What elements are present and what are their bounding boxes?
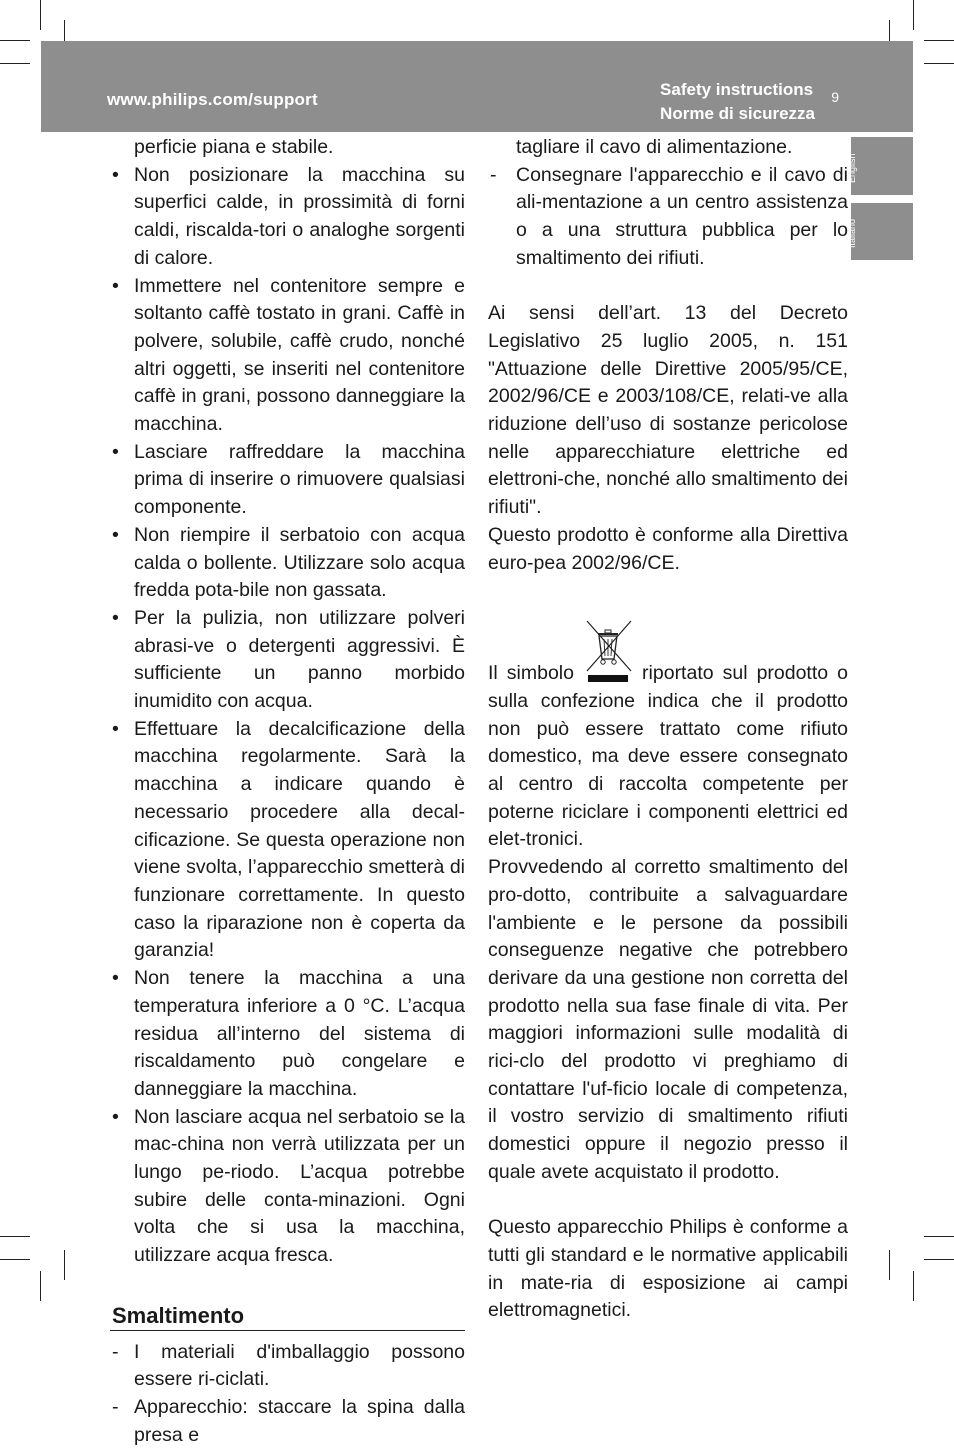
list-item (110, 716, 465, 965)
crop-mark (924, 1259, 954, 1260)
list-item-text: Immettere nel contenitore sempre e soltanto caffè tostato in grani. Caffè in polvere, solubile, caffè crudo, nonché altri oggetti, se inseriti nel contenitore caffè in grani, possono danneggiare la macchina. (134, 274, 465, 436)
dash-marker: - (490, 163, 497, 186)
legal-paragraph: Ai sensi dell’art. 13 del Decreto Legislativo 25 luglio 2005, n. 151 "Attuazione delle Direttive 2005/95/CE, 2002/96/CE e 2003/108/CE, relati-ve alla riduzione dell’uso di sostanze pericolose nelle apparecchiature elettriche ed elettroni-che, nonché allo smaltimento dei rifiuti". (488, 302, 848, 519)
emf-paragraph: Questo apparecchio Philips è conforme a tutti gli standard e le normative applicabili in mate-ria di esposizione ai campi elettromagnetici. (488, 1216, 848, 1322)
bullet-marker: • (112, 967, 119, 990)
crop-mark (889, 1250, 890, 1280)
weee-text-after: riportato sul prodotto o sulla confezione indica che il prodotto non può essere trattato come rifiuto domestico, ma deve essere consegnato al centro di raccolta competente per poterne riciclare i componenti elettrici ed elet-tronici. (488, 662, 848, 851)
crossed-out-wheelie-bin-icon (583, 659, 633, 679)
crop-mark (0, 1259, 30, 1260)
list-item-text: Apparecchio: staccare la spina dalla presa e (134, 1395, 465, 1446)
spacer (488, 1187, 848, 1215)
continuation-text: perficie piana e stabile. (134, 136, 334, 158)
list-item-text: Non posizionare la macchina su superfici calde, in prossimità di forni caldi, riscalda-tori o analoghe sorgenti di calore. (134, 163, 465, 269)
list-item (110, 1339, 465, 1394)
list-item (110, 273, 465, 439)
weee-paragraph (488, 659, 848, 854)
bullet-marker: • (112, 1105, 119, 1128)
list-item-text: Consegnare l'apparecchio e il cavo di ali-mentazione a un centro assistenza o a una struttura pubblica per lo smaltimento dei rifiuti. (516, 163, 848, 269)
bullet-marker: • (112, 440, 119, 463)
header-titles (660, 78, 815, 126)
crop-mark (64, 1250, 65, 1280)
spacer (488, 577, 848, 659)
list-item (110, 1104, 465, 1270)
continuation-text: tagliare il cavo di alimentazione. (516, 136, 793, 158)
spacer (110, 1270, 465, 1298)
list-item-text: Lasciare raffreddare la macchina prima di inserire o rimuovere qualsiasi componente. (134, 440, 465, 519)
lang-tab-english[interactable] (847, 137, 913, 195)
lang-tab-english-label: English (847, 153, 857, 183)
list-item-text: Non tenere la macchina a una temperatura inferiore a 0 °C. L’acqua residua all’interno del sistema di riscaldamento può congelare e danneggiare la macchina. (134, 967, 465, 1100)
page-header (41, 41, 913, 132)
list-item (110, 439, 465, 522)
crop-mark (913, 1271, 914, 1301)
page-number: 9 (831, 89, 839, 105)
bullet-marker: • (112, 606, 119, 629)
section-title-smaltimento: Smaltimento (110, 1302, 465, 1331)
list-item-text: Per la pulizia, non utilizzare polveri abrasi-ve o detergenti aggressivi. È sufficiente un panno morbido inumidito con acqua. (134, 606, 465, 713)
list-item-text: Effettuare la decalcificazione della macchina regolarmente. Sarà la macchina a indicare quando è necessario procedere alla decal-cificazione. Se questa operazione non viene svolta, l’apparecchio smetterà di funzionare correttamente. In questo caso la riparazione non è coperta da garanzia! (134, 717, 465, 962)
left-column (110, 134, 465, 1449)
dash-marker: - (112, 1395, 119, 1418)
support-url[interactable]: www.philips.com/support (107, 90, 318, 109)
bullet-marker: • (112, 523, 119, 546)
header-title-english: Safety instructions (660, 80, 814, 99)
list-item (110, 965, 465, 1104)
crop-mark (0, 63, 30, 64)
list-item (110, 1394, 465, 1449)
bullet-marker: • (112, 717, 119, 740)
list-item-text: Non riempire il serbatoio con acqua calda o bollente. Utilizzare solo acqua fredda pota-bile non gassata. (134, 523, 465, 602)
crop-mark (924, 40, 954, 41)
crop-mark (40, 1271, 41, 1301)
list-item (488, 162, 848, 273)
list-item-text: I materiali d'imballaggio possono essere ri-ciclati. (134, 1340, 465, 1391)
crop-mark (0, 40, 30, 41)
header-title-italian: Norme di sicurezza (660, 104, 815, 123)
crop-mark (924, 1236, 954, 1237)
bullet-marker: • (112, 274, 119, 297)
lang-tab-italiano-label: Italiano (847, 218, 857, 248)
list-item-text: Non lasciare acqua nel serbatoio se la mac-china non verrà utilizzata per un lungo pe-riodo. L’acqua potrebbe subire delle conta-minazioni. Ogni volta che si usa la macchina, utilizzare acqua fresca. (134, 1105, 465, 1267)
list-item (110, 162, 465, 273)
crop-mark (913, 0, 914, 30)
crop-mark (40, 0, 41, 30)
bullet-marker: • (112, 163, 119, 186)
lang-tab-italiano[interactable] (847, 203, 913, 260)
weee-text-before: Il simbolo (488, 662, 574, 685)
crop-mark (0, 1236, 30, 1237)
list-item (110, 605, 465, 716)
right-column (488, 134, 848, 1325)
dash-marker: - (112, 1340, 119, 1363)
spacer (488, 273, 848, 301)
disposal-paragraph: Provvedendo al corretto smaltimento del pro-dotto, contribuite a salvaguardare l'ambiente e le persone da possibili conseguenze negative che potrebbero derivare da una gestione non corretta del prodotto nella sua fase finale di vita. Per maggiori informazioni sulle modalità di rici-clo del prodotto vi preghiamo di contattare l'uf-ficio locale di competenza, il vostro servizio di smaltimento rifiuti domestici oppure il negozio presso il quale avete acquistato il prodotto. (488, 856, 848, 1183)
crop-mark (924, 63, 954, 64)
list-item (110, 522, 465, 605)
directive-paragraph: Questo prodotto è conforme alla Direttiva euro-pea 2002/96/CE. (488, 523, 848, 574)
